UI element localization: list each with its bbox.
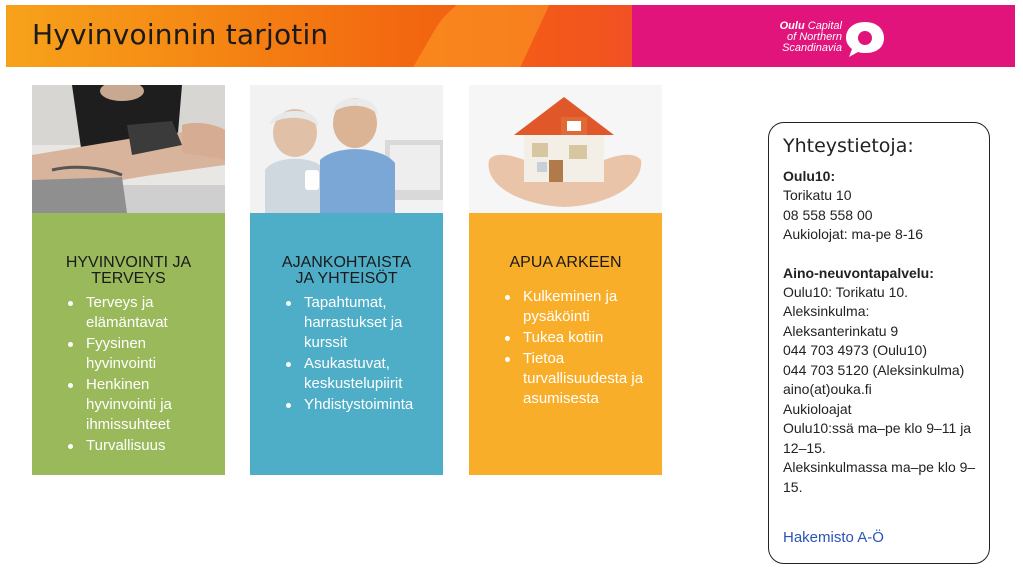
contact-line: Aukiolojat: ma-pe 8-16	[783, 226, 924, 242]
card-list	[487, 287, 652, 409]
brand-line: of Northern	[786, 31, 842, 43]
contact-line: Aukioloajat	[783, 400, 852, 417]
list-item[interactable]: Asukastuvat, keskustelupiirit	[268, 354, 433, 394]
directory-link[interactable]: Hakemisto A-Ö	[783, 529, 884, 546]
contact-line: 12–15.	[783, 439, 826, 456]
card-body	[250, 213, 443, 475]
card-title-line: AJANKOHTAISTA	[281, 254, 412, 271]
card-title[interactable]	[487, 255, 652, 271]
contact-phone: 044 703 5120 (Aleksinkulma)	[783, 361, 965, 378]
contact-line: 15.	[783, 478, 803, 495]
elderly-couple-photo	[250, 85, 443, 213]
list-item[interactable]: Turvallisuus	[50, 436, 215, 456]
contact-phone: 044 703 4973 (Oulu10)	[783, 342, 927, 358]
contact-line: Aleksanterinkatu 9	[783, 322, 899, 339]
card-title-line: HYVINVOINTI JA	[65, 254, 192, 271]
contact-email: aino(at)ouka.fi	[783, 381, 872, 397]
brand-word: Capital	[807, 20, 842, 32]
card-body	[469, 213, 662, 475]
list-item[interactable]: Fyysinen hyvinvointi	[50, 334, 215, 374]
house-in-hands-photo	[469, 85, 662, 213]
list-item[interactable]: Kulkeminen ja pysäköinti	[487, 287, 652, 327]
contact-line: Aleksinkulmassa ma–pe klo 9–	[783, 459, 976, 475]
list-item[interactable]: Tapahtumat, harrastukset ja kurssit	[268, 293, 433, 353]
contact-section-label: Oulu10:	[783, 168, 836, 184]
card-current-communities[interactable]	[250, 85, 443, 475]
blood-pressure-photo	[32, 85, 225, 213]
contact-line: Aleksinkulma:	[783, 303, 870, 319]
card-list	[268, 293, 433, 415]
list-item[interactable]: Tukea kotiin	[487, 328, 652, 348]
card-title[interactable]	[50, 255, 215, 287]
brand-name: Oulu	[779, 20, 805, 32]
contact-line: Torikatu 10	[783, 187, 852, 203]
contact-panel	[768, 122, 990, 564]
list-item[interactable]: Tietoa turvallisuudesta ja asumisesta	[487, 349, 652, 409]
card-list	[50, 293, 215, 456]
oulu-logo-icon[interactable]	[844, 20, 886, 58]
brand-line: Scandinavia	[782, 42, 842, 54]
brand-tagline[interactable]	[758, 21, 842, 54]
card-title-line: APUA ARKEEN	[509, 254, 622, 271]
list-item[interactable]: Henkinen hyvinvointi ja ihmissuhteet	[50, 375, 215, 435]
card-body	[32, 213, 225, 475]
contact-line: Oulu10: Torikatu 10.	[783, 283, 909, 300]
list-item[interactable]: Yhdistystoiminta	[268, 395, 433, 415]
card-wellbeing-health[interactable]	[32, 85, 225, 475]
header-banner	[6, 5, 1015, 67]
contact-phone: 08 558 558 00	[783, 206, 873, 223]
page-title: Hyvinvoinnin tarjotin	[32, 18, 329, 51]
list-item[interactable]: Terveys ja elämäntavat	[50, 293, 215, 333]
card-help-everyday[interactable]	[469, 85, 662, 475]
contact-section-label: Aino-neuvontapalvelu:	[783, 264, 934, 281]
contact-line: Oulu10:ssä ma–pe klo 9–11 ja	[783, 420, 972, 436]
spacer	[783, 245, 979, 264]
card-title-line: JA YHTEISÖT	[295, 270, 398, 287]
card-title[interactable]	[268, 255, 433, 287]
contact-heading: Yhteystietoja:	[783, 135, 914, 157]
card-title-line: TERVEYS	[91, 270, 166, 287]
